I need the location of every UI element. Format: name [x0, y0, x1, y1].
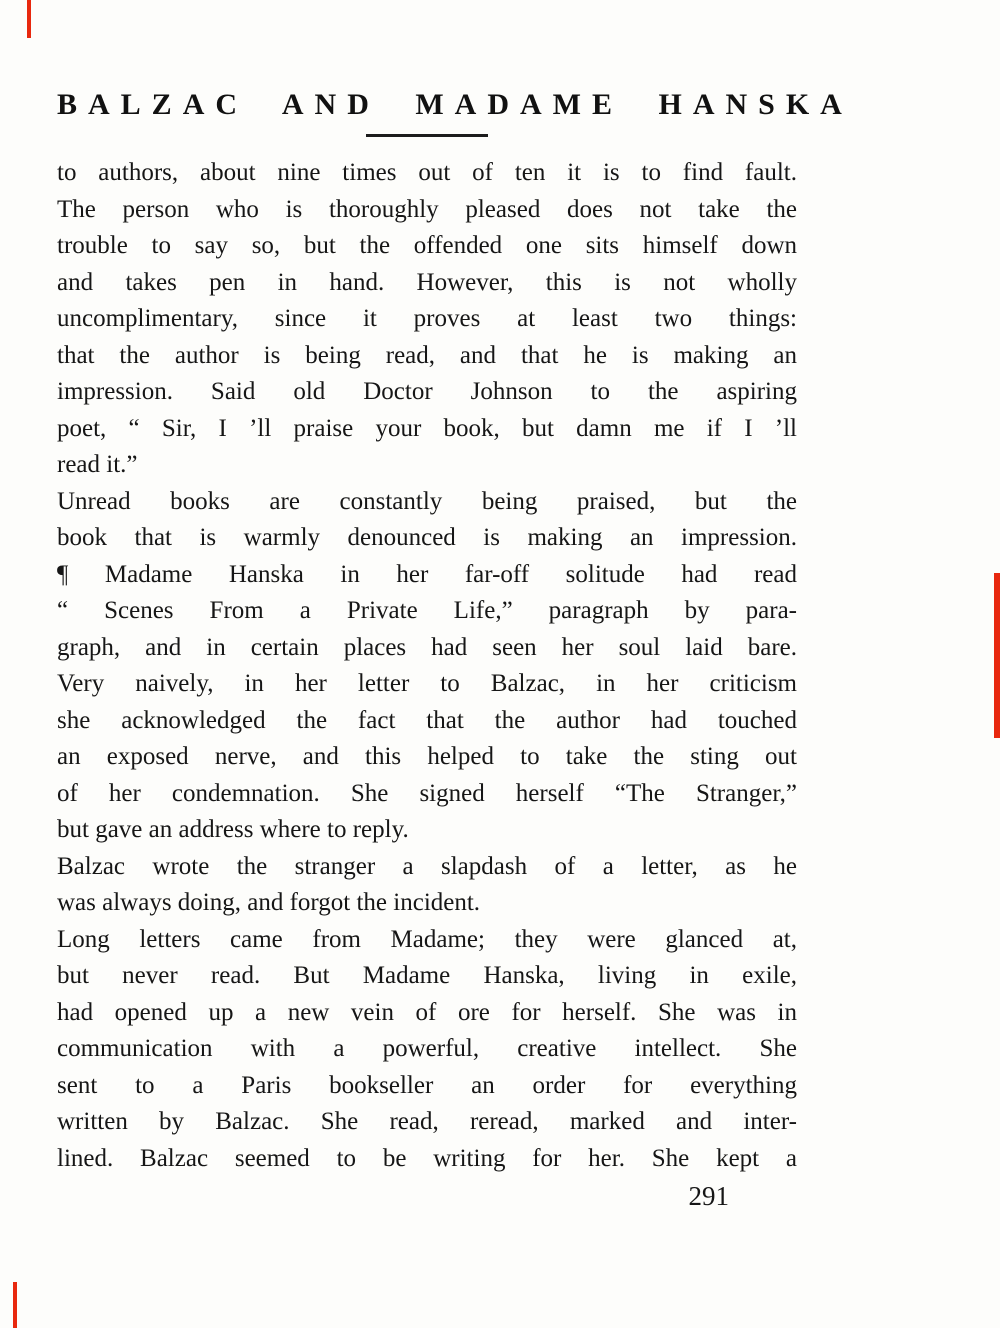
text-line: but gave an address where to reply.: [57, 816, 409, 843]
text-line: she acknowledged the fact that the author had touched: [57, 706, 797, 734]
text-line: trouble to say so, but the offended one sits himself down: [57, 232, 797, 259]
text-line: communication with a powerful, creative intellect. She: [57, 1035, 797, 1062]
text-line: poet, “ Sir, I ’ll praise your book, but damn me if I ’ll: [57, 414, 797, 442]
text-column: [57, 88, 853, 1212]
text-line: Long letters came from Madame; they were glanced at,: [57, 925, 797, 953]
text-line: was always doing, and forgot the incident.: [57, 889, 481, 916]
text-line: to authors, about nine times out of ten it is to find fault.: [57, 159, 797, 186]
text-line: graph, and in certain places had seen her soul laid bare.: [57, 633, 797, 661]
text-line: read it.”: [57, 451, 138, 478]
scan-artifact-red-mark-top-left: [27, 0, 31, 38]
text-line: lined. Balzac seemed to be writing for her. She kept a: [57, 1144, 797, 1172]
text-line: uncomplimentary, since it proves at least two things:: [57, 305, 797, 332]
text-line: had opened up a new vein of ore for herself. She was in: [57, 998, 797, 1026]
text-line: that the author is being read, and that he is making an: [57, 341, 797, 369]
text-line: book that is warmly denounced is making an impression.: [57, 524, 797, 551]
text-line: The person who is thoroughly pleased does not take the: [57, 195, 797, 223]
body-text: [57, 155, 797, 1177]
text-line: of her condemnation. She signed herself “The Stranger,”: [57, 779, 797, 807]
page-number: 291: [688, 1181, 729, 1211]
text-line: “ Scenes From a Private Life,” paragraph by para-: [57, 597, 797, 624]
text-line: written by Balzac. She read, reread, marked and inter-: [57, 1108, 797, 1135]
text-line: Unread books are constantly being praised, but the: [57, 487, 797, 515]
text-line: Very naively, in her letter to Balzac, in her criticism: [57, 670, 797, 697]
text-line: but never read. But Madame Hanska, living in exile,: [57, 962, 797, 989]
text-line: impression. Said old Doctor Johnson to the aspiring: [57, 378, 797, 405]
text-line: Balzac wrote the stranger a slapdash of a letter, as he: [57, 852, 797, 880]
text-line: an exposed nerve, and this helped to take the sting out: [57, 743, 797, 770]
chapter-title: BALZAC AND MADAME HANSKA: [57, 88, 853, 121]
text-line: ¶ Madame Hanska in her far-off solitude had read: [57, 560, 797, 588]
title-rule: [366, 134, 488, 137]
scan-artifact-red-mark-right: [994, 573, 1000, 738]
scan-artifact-red-mark-bottom-left: [13, 1282, 17, 1328]
text-line: sent to a Paris bookseller an order for everything: [57, 1071, 797, 1099]
text-line: and takes pen in hand. However, this is not wholly: [57, 268, 797, 296]
